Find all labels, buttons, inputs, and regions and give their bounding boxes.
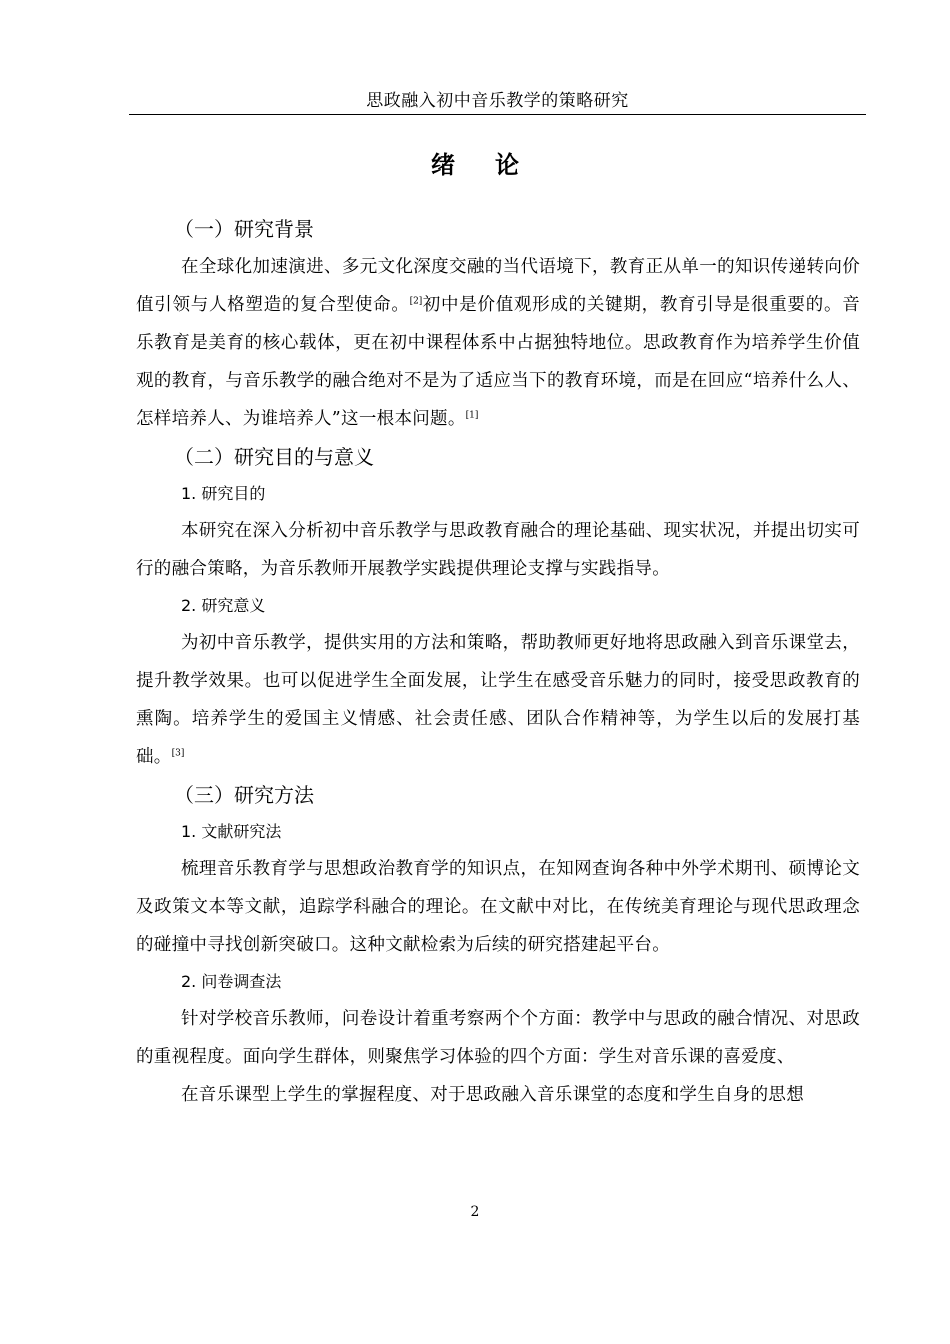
section-heading-purpose: （二）研究目的与意义 [174, 445, 374, 469]
text: 为初中音乐教学，提供实用的方法和策略，帮助教师更好地将思政融入到音乐课堂去，提升教学效果。也可以促进学生全面发展，让学生在感受音乐魅力的同时，接受思政教育的熏陶。培养学生的爱国主义情感、社会责任感、团队合作精神等，为学生以后的发展打基础。 [136, 633, 860, 767]
chapter-title: 绪论 [431, 151, 559, 179]
paragraph: 在音乐课型上学生的掌握程度、对于思政融入音乐课堂的态度和学生自身的思想 [181, 1085, 804, 1105]
subsection-heading: 2. 问卷调查法 [181, 972, 282, 991]
text: 在全球化加速演进、多元文化深度交融的当代语境下，教育正从单一的知识传递转向价值引领与人格塑造的复合型使命。 [136, 257, 860, 315]
subsection-heading: 2. 研究意义 [181, 596, 266, 615]
citation: [1] [465, 410, 479, 421]
subsection-heading: 1. 研究目的 [181, 484, 266, 503]
paragraph: 针对学校音乐教师，问卷设计着重考察两个个方面：教学中与思政的融合情况、对思政的重视程度。面向学生群体，则聚焦学习体验的四个方面：学生对音乐课的喜爱度、 [136, 1009, 860, 1067]
paragraph: 本研究在深入分析初中音乐教学与思政教育融合的理论基础、现实状况，并提出切实可行的融合策略，为音乐教师开展教学实践提供理论支撑与实践指导。 [136, 521, 860, 579]
section-heading-background: （一）研究背景 [174, 217, 314, 241]
section-heading-methods: （三）研究方法 [174, 783, 314, 807]
body-content [136, 210, 860, 1114]
citation: [2] [409, 296, 423, 307]
running-header: 思政融入初中音乐教学的策略研究 [366, 91, 629, 111]
paragraph: 梳理音乐教育学与思想政治教育学的知识点，在知网查询各种中外学术期刊、硕博论文及政策文本等文献，追踪学科融合的理论。在文献中对比，在传统美育理论与现代思政理念的碰撞中寻找创新突破口。这种文献检索为后续的研究搭建起平台。 [136, 859, 860, 955]
paragraph [136, 248, 860, 438]
header-rule [129, 114, 866, 115]
paragraph [136, 624, 860, 776]
citation: [3] [171, 748, 185, 759]
subsection-heading: 1. 文献研究法 [181, 822, 282, 841]
page-number: 2 [470, 1204, 480, 1220]
text: 初中是价值观形成的关键期，教育引导是很重要的。音乐教育是美育的核心载体，更在初中课程体系中占据独特地位。思政教育作为培养学生价值观的教育，与音乐教学的融合绝对不是为了适应当下的教育环境，而是在回应“培养什么人、怎样培养人、为谁培养人”这一根本问题。 [136, 295, 861, 429]
